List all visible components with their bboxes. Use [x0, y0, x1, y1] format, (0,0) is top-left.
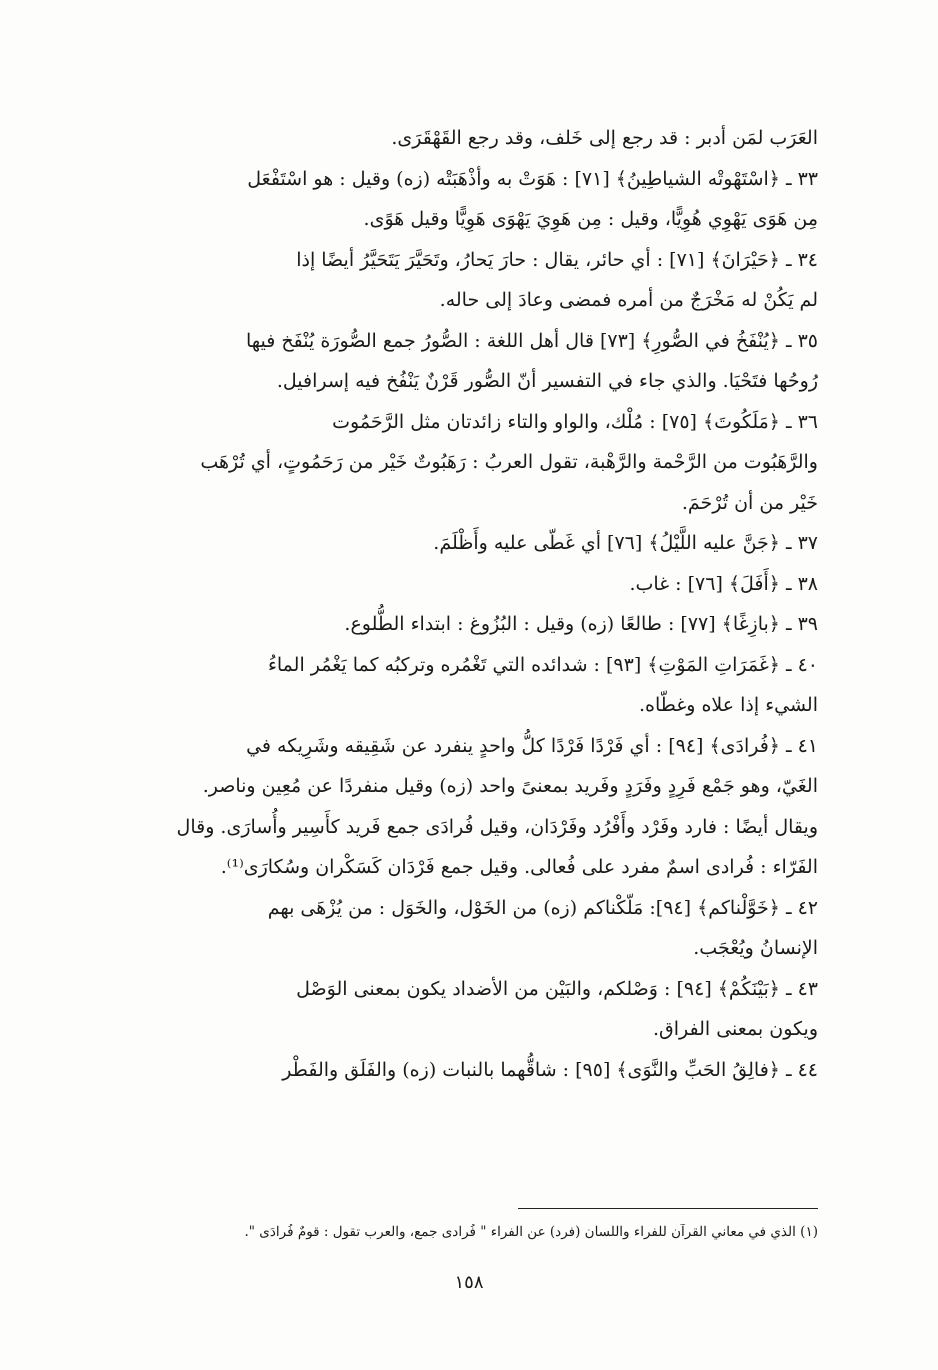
footnote-divider [518, 1208, 818, 1209]
text-line: الفَرّاء : فُرادى اسمٌ مفرد على فُعالى. وقيل جمع فَرْدَان كَسَكْران وسُكارَى⁽¹⁾. [220, 856, 818, 878]
entry-34 [76, 240, 818, 321]
text-line: ٣٤ ـ ﴿حَيْرَانَ﴾ [٧١] : أي حائر، يقال : حارَ يَحارُ، وتَحَيَّرَ يَتَحَيَّرُ أيضًا إذا [296, 248, 818, 271]
text-line: ٣٦ ـ ﴿مَلَكُوتَ﴾ [٧٥] : مُلْك، والواو والتاء زائدتان مثل الرَّحَمُوت [332, 410, 818, 433]
text-line: والرَّهَبُوت من الرَّحْمة والرَّهْبة، تقول العربُ : رَهَبُوتٌ خَيْر من رَحَمُوتٍ، أي تُرْهَب [200, 451, 818, 473]
entry-36 [76, 402, 818, 524]
text-line: ويكون بمعنى الفراق. [652, 1018, 818, 1040]
text-line: ويقال أيضًا : فارد وفَرْد وأَفْرُد وفَرْدَان، وقيل فُرادَى جمع فَريد كأَسِير وأُسارَى. وقال [176, 815, 818, 838]
entry-44 [76, 1050, 818, 1091]
text-line: ٣٨ ـ ﴿أَفَلَ﴾ [٧٦] : غاب. [629, 572, 818, 595]
text-line: ٣٣ ـ ﴿اسْتَهْوتْه الشياطِينُ﴾ [٧١] : هَوَتْ به وأذْهَبَتْه (زه) وقيل : هو اسْتَفْعَل [247, 167, 818, 190]
text-line: ٤٠ ـ ﴿غَمَرَاتِ المَوْتِ﴾ [٩٣] : شدائده التي تَغْمُره وتركبُه كما يَغْمُر الماءُ [267, 653, 818, 676]
entry-39 [76, 604, 818, 645]
entry-41 [76, 726, 818, 888]
text-line: الإنسانُ ويُعْجَب. [693, 937, 818, 959]
text-line: مِن هَوَى يَهْوِي هُوِيًّا، وقيل : مِن هَوِيَ يَهْوَى هَوِيًّا وقيل هَوًى. [363, 208, 818, 230]
entry-37 [76, 523, 818, 564]
text-line: لم يَكُنْ له مَخْرَجٌ من أمره فمضى وعادَ إلى حاله. [439, 289, 818, 311]
text-line: العَرَب لمَن أدبر : قد رجع إلى خَلف، وقد رجع القَهْقَرَى. [391, 127, 818, 149]
text-line: ٤٣ ـ ﴿بَيْنَكُمْ﴾ [٩٤] : وَصْلكم، والبَيْن من الأضداد يكون بمعنى الوَصْل [296, 977, 818, 1000]
entry-42 [76, 888, 818, 969]
entry-33 [76, 159, 818, 240]
text-line: الغَيّ، وهو جَمْع فَرِدٍ وفَرَدٍ وفَريد بمعنىً واحد (زه) وقيل منفردًا عن مُعِين وناصر. [202, 775, 818, 797]
text-line: ٣٧ ـ ﴿جَنَّ عليه اللَّيْلُ﴾ [٧٦] أي غَطّى عليه وأَظْلَمَ. [433, 532, 818, 554]
entry-40 [76, 645, 818, 726]
text-line: ٤٤ ـ ﴿فالِقُ الحَبِّ والنَّوَى﴾ [٩٥] : شاقُّهما بالنبات (زه) والفَلَق والفَطْر [282, 1058, 818, 1081]
text-line: خَيْر من أن تُرْحَمَ. [681, 491, 818, 514]
entry-43 [76, 969, 818, 1050]
entry-paragraph [76, 118, 818, 159]
text-line: ٤١ ـ ﴿فُرادَى﴾ [٩٤] : أي فَرْدًا فَرْدًا كلُّ واحدٍ ينفرد عن شَقِيقه وشَرِيكه في [246, 734, 818, 757]
page-number: ١٥٨ [454, 1272, 484, 1293]
text-line: ٤٢ ـ ﴿خَوَّلْناكم﴾ [٩٤]: مَلّكْناكم (زه) من الخَوْل، والخَوَل : من يُزْهَى بهم [267, 896, 818, 919]
text-line: ٣٩ ـ ﴿بازِغًا﴾ [٧٧] : طالعًا (زه) وقيل : البُزُوغ : ابتداء الطُّلوع. [344, 613, 818, 635]
text-line: ٣٥ ـ ﴿يُنْفَخُ في الصُّورِ﴾ [٧٣] قال أهل اللغة : الصُّورُ جمع الصُّورَة يُنْفَخ فيها [245, 329, 818, 352]
entry-38 [76, 564, 818, 605]
footnote: (١) الذي في معاني القرآن للفراء واللسان (فرد) عن الفراء " فُرادى جمع، والعرب تقول : قومٌ فُرادَى ". [244, 1224, 818, 1240]
body-text [76, 118, 818, 1090]
entry-35 [76, 321, 818, 402]
text-line: الشيء إذا علاه وغطّاه. [638, 694, 818, 716]
text-line: رُوحُها فتَحْيَا. والذي جاء في التفسير أنّ الصُّور قَرْنٌ يَنْفُخ فيه إسرافيل. [276, 370, 818, 392]
